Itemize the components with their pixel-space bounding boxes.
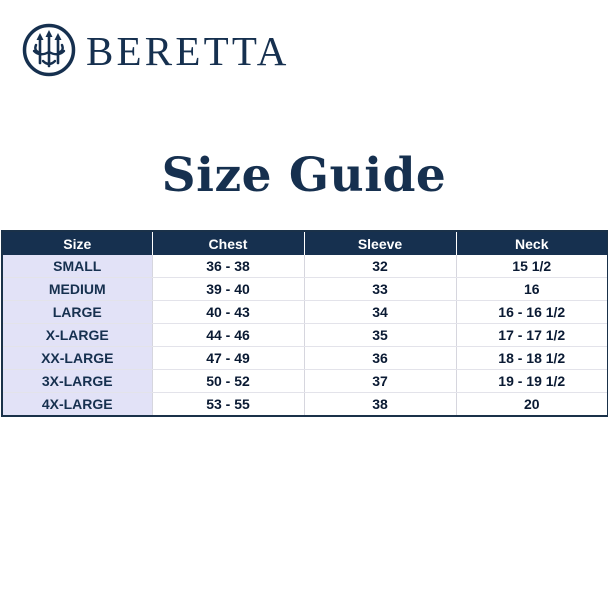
- size-cell: LARGE: [2, 301, 152, 324]
- sleeve-cell: 37: [304, 370, 456, 393]
- chest-cell: 44 - 46: [152, 324, 304, 347]
- header-neck: Neck: [456, 231, 608, 255]
- size-chart-table: [1, 230, 608, 417]
- table-row: [2, 347, 608, 370]
- table-body: [2, 255, 608, 416]
- size-cell: 3X-LARGE: [2, 370, 152, 393]
- chest-cell: 39 - 40: [152, 278, 304, 301]
- chest-cell: 47 - 49: [152, 347, 304, 370]
- table-header-row: [2, 231, 608, 255]
- neck-cell: 15 1/2: [456, 255, 608, 278]
- sleeve-cell: 38: [304, 393, 456, 417]
- brand-logo: [22, 22, 290, 78]
- table-row: [2, 278, 608, 301]
- neck-cell: 19 - 19 1/2: [456, 370, 608, 393]
- header-sleeve: Sleeve: [304, 231, 456, 255]
- beretta-trident-emblem-icon: [22, 23, 76, 77]
- header-size: Size: [2, 231, 152, 255]
- brand-wordmark: BERETTA: [86, 27, 290, 74]
- neck-cell: 18 - 18 1/2: [456, 347, 608, 370]
- table-header: [2, 231, 608, 255]
- header-chest: Chest: [152, 231, 304, 255]
- table-row: [2, 393, 608, 417]
- neck-cell: 20: [523, 396, 540, 412]
- neck-cell: 16: [456, 278, 608, 301]
- sleeve-cell: 33: [304, 278, 456, 301]
- table-row: [2, 255, 608, 278]
- size-cell: X-LARGE: [2, 324, 152, 347]
- neck-cell: 16 - 16 1/2: [456, 301, 608, 324]
- size-cell: 4X-LARGE: [2, 393, 152, 417]
- sleeve-cell: 34: [304, 301, 456, 324]
- chest-cell: 40 - 43: [152, 301, 304, 324]
- size-cell: XX-LARGE: [2, 347, 152, 370]
- chest-cell: 53 - 55: [152, 393, 304, 417]
- table-row: [2, 301, 608, 324]
- size-cell: SMALL: [2, 255, 152, 278]
- chest-cell: 36 - 38: [152, 255, 304, 278]
- chest-cell: 50 - 52: [152, 370, 304, 393]
- table-row: [2, 324, 608, 347]
- sleeve-cell: 36: [304, 347, 456, 370]
- size-cell: MEDIUM: [2, 278, 152, 301]
- sleeve-cell: 35: [304, 324, 456, 347]
- sleeve-cell: 32: [304, 255, 456, 278]
- neck-cell: 17 - 17 1/2: [456, 324, 608, 347]
- page-title: Size Guide: [161, 148, 447, 203]
- table-row: [2, 370, 608, 393]
